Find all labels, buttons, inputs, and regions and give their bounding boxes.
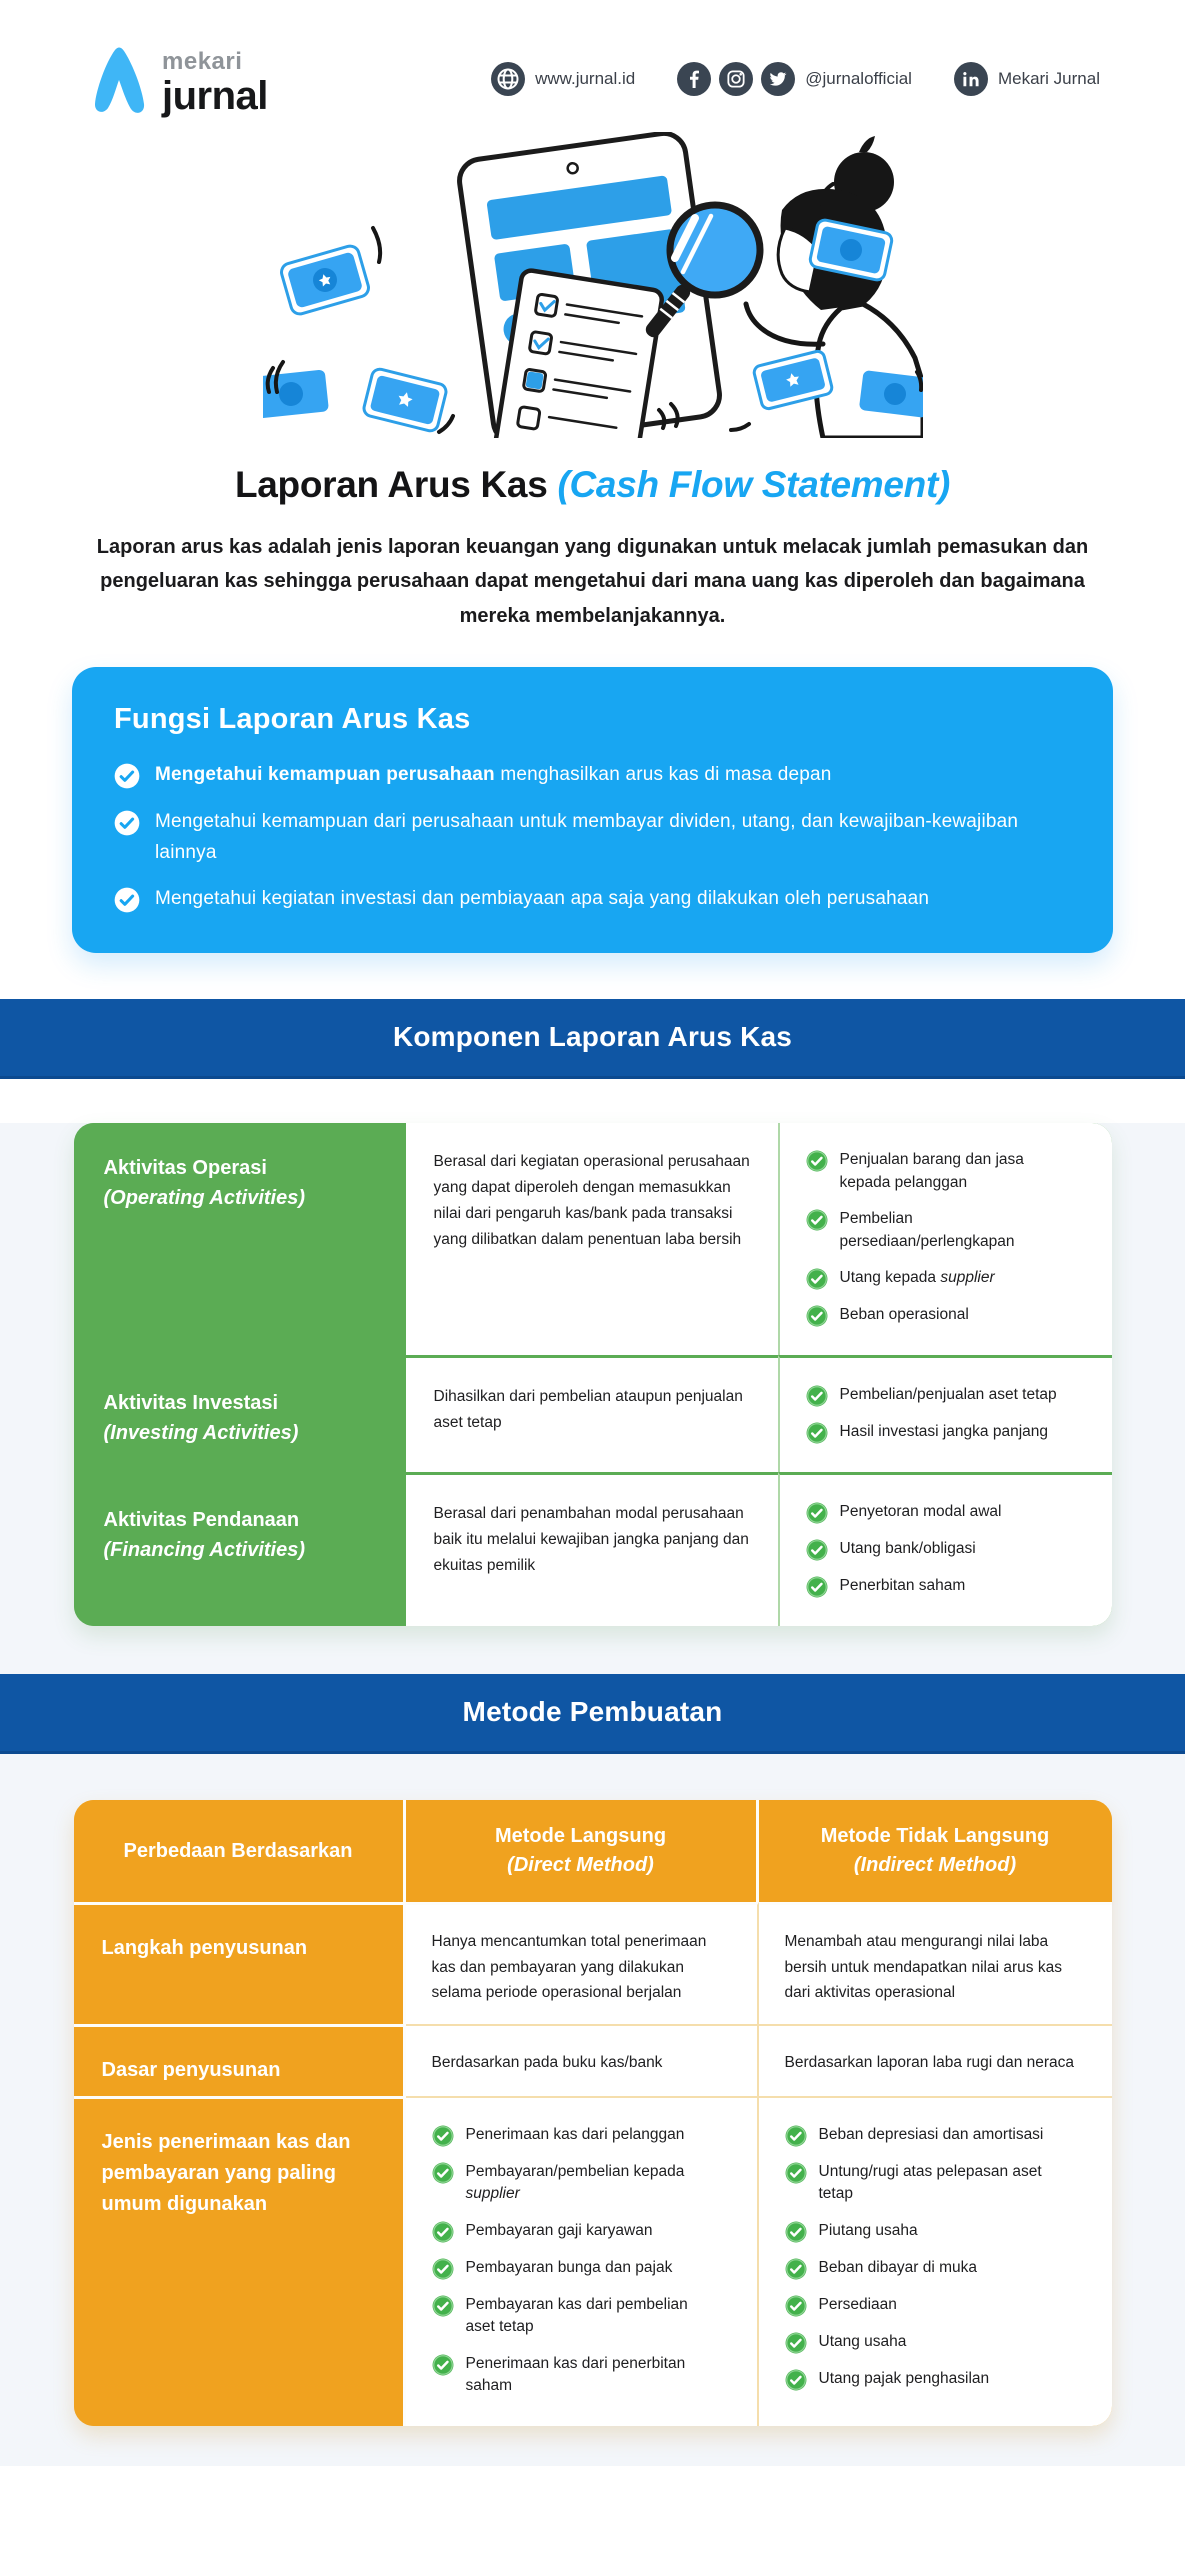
check-circle-green-icon [806,1385,828,1407]
list-item: Utang pajak penghasilan [785,2368,1094,2391]
komponen-row-items [778,1472,1112,1626]
check-circle-green-icon [432,2354,454,2376]
money-bill [279,244,370,316]
list-item: Beban operasional [806,1304,1094,1327]
komponen-table [74,1123,1112,1626]
check-circle-green-icon [785,2332,807,2354]
list-item: Pembayaran gaji karyawan [432,2220,739,2243]
komponen-row-label: Aktivitas Investasi (Investing Activities) [74,1355,406,1472]
list-item: Penyetoran modal awal [806,1501,1094,1524]
fungsi-list [114,760,1071,915]
page-title [0,464,1185,506]
globe-icon [491,62,525,96]
list-item: Utang kepada supplier [806,1267,1094,1290]
komponen-row-items [778,1355,1112,1472]
metode-direct-cell: Hanya mencantumkan total penerimaan kas dan pembayaran yang dilakukan selama periode operasional berjalan [406,1902,759,2024]
metode-header-col1: Perbedaan Berdasarkan [74,1800,406,1902]
list-item: Mengetahui kegiatan investasi dan pembiayaan apa saja yang dilakukan oleh perusahaan [114,884,1071,915]
list-item: Utang bank/obligasi [806,1538,1094,1561]
check-circle-green-icon [432,2295,454,2317]
social-handles [677,62,912,96]
list-item: Mengetahui kemampuan perusahaan menghasilkan arus kas di masa depan [114,760,1071,791]
metode-row-label: Langkah penyusunan [74,1902,406,2024]
komponen-row-desc: Berasal dari penambahan modal perusahaan baik itu melalui kewajiban jangka panjang dan ekuitas pemilik [406,1472,778,1626]
metode-direct-items [406,2096,759,2426]
check-circle-green-icon [806,1422,828,1444]
check-circle-green-icon [785,2162,807,2184]
twitter-icon[interactable] [761,62,795,96]
linkedin-text: Mekari Jurnal [997,69,1100,88]
contact-links [491,62,1100,96]
linkedin-link[interactable] [954,62,1100,96]
fungsi-title: Fungsi Laporan Arus Kas [114,703,471,736]
list-item: Pembayaran/pembelian kepada supplier [432,2161,739,2206]
list-item: Pembelian/penjualan aset tetap [806,1384,1094,1407]
list-item: Penerbitan saham [806,1575,1094,1598]
facebook-icon[interactable] [677,62,711,96]
check-circle-green-icon [785,2369,807,2391]
money-bill [362,368,447,433]
check-circle-green-icon [806,1305,828,1327]
list-item: Penerimaan kas dari pelanggan [432,2124,739,2147]
check-circle-green-icon [806,1576,828,1598]
social-handle-text: @jurnalofficial [805,69,912,88]
metode-indirect-cell: Berdasarkan laporan laba rugi dan neraca [759,2024,1112,2096]
komponen-row-items [778,1123,1112,1355]
linkedin-icon [954,62,988,96]
section-banner-komponen: Komponen Laporan Arus Kas [0,999,1185,1079]
check-circle-green-icon [432,2258,454,2280]
title-main: Laporan Arus Kas [234,464,548,505]
metode-header-col3: Metode Tidak Langsung (Indirect Method) [759,1800,1112,1902]
logo-text-jurnal: jurnal [162,74,268,118]
list-item: Penerimaan kas dari penerbitan saham [432,2353,739,2398]
list-item: Pembayaran bunga dan pajak [432,2257,739,2280]
list-item: Piutang usaha [785,2220,1094,2243]
list-item: Utang usaha [785,2331,1094,2354]
list-item: Hasil investasi jangka panjang [806,1421,1094,1444]
list-item: Pembelian persediaan/perlengkapan [806,1208,1094,1253]
metode-indirect-cell: Menambah atau mengurangi nilai laba bersih untuk mendapatkan nilai arus kas dari aktivitas operasional [759,1902,1112,2024]
komponen-row-desc: Berasal dari kegiatan operasional perusahaan yang dapat diperoleh dengan memasukkan nilai dari pengaruh kas/bank pada transaksi yang dilibatkan dalam penentuan laba bersih [406,1123,778,1355]
metode-header-col2: Metode Langsung (Direct Method) [406,1800,759,1902]
logo-text-mekari: mekari [162,48,243,75]
check-circle-green-icon [432,2162,454,2184]
page-header [0,0,1185,116]
check-circle-green-icon [785,2125,807,2147]
check-circle-green-icon [432,2221,454,2243]
mekari-jurnal-logo [88,42,268,116]
title-highlight: (Cash Flow Statement) [557,464,951,505]
list-item: Pembayaran kas dari pembelian aset tetap [432,2294,739,2339]
mekari-logo-icon [88,42,150,116]
check-circle-green-icon [785,2221,807,2243]
check-circle-green-icon [806,1209,828,1231]
instagram-icon[interactable] [719,62,753,96]
komponen-row-label: Aktivitas Operasi (Operating Activities) [74,1123,406,1355]
check-circle-green-icon [785,2258,807,2280]
metode-row-label: Dasar penyusunan [74,2024,406,2096]
check-circle-green-icon [806,1539,828,1561]
list-item: Beban depresiasi dan amortisasi [785,2124,1094,2147]
check-circle-white-icon [114,763,140,789]
list-item: Penjualan barang dan jasa kepada pelanggan [806,1149,1094,1194]
check-circle-green-icon [432,2125,454,2147]
metode-indirect-items [759,2096,1112,2426]
website-link[interactable] [491,62,635,96]
metode-direct-cell: Berdasarkan pada buku kas/bank [406,2024,759,2096]
check-circle-green-icon [806,1268,828,1290]
check-circle-white-icon [114,810,140,836]
intro-paragraph: Laporan arus kas adalah jenis laporan keuangan yang digunakan untuk melacak jumlah pemasukan dan pengeluaran kas sehingga perusahaan dapat mengetahui dari mana uang kas diperoleh dan bagaimana mereka membelanjakannya. [96,536,1089,627]
list-item: Beban dibayar di muka [785,2257,1094,2280]
metode-row-label: Jenis penerimaan kas dan pembayaran yang paling umum digunakan [74,2096,406,2426]
komponen-row-label: Aktivitas Pendanaan (Financing Activities) [74,1472,406,1626]
check-circle-green-icon [806,1502,828,1524]
section-banner-metode: Metode Pembuatan [0,1674,1185,1754]
list-item: Mengetahui kemampuan dari perusahaan untuk membayar dividen, utang, dan kewajiban-kewajiban lainnya [114,807,1071,869]
money-bill [263,369,329,418]
metode-table [74,1800,1112,2426]
fungsi-box [72,667,1113,953]
check-circle-green-icon [806,1150,828,1172]
check-circle-green-icon [785,2295,807,2317]
website-url: www.jurnal.id [535,69,636,88]
komponen-row-desc: Dihasilkan dari pembelian ataupun penjualan aset tetap [406,1355,778,1472]
hero-illustration [263,132,923,438]
list-item: Untung/rugi atas pelepasan aset tetap [785,2161,1094,2206]
list-item: Persediaan [785,2294,1094,2317]
check-circle-white-icon [114,887,140,913]
money-bill [858,370,922,418]
